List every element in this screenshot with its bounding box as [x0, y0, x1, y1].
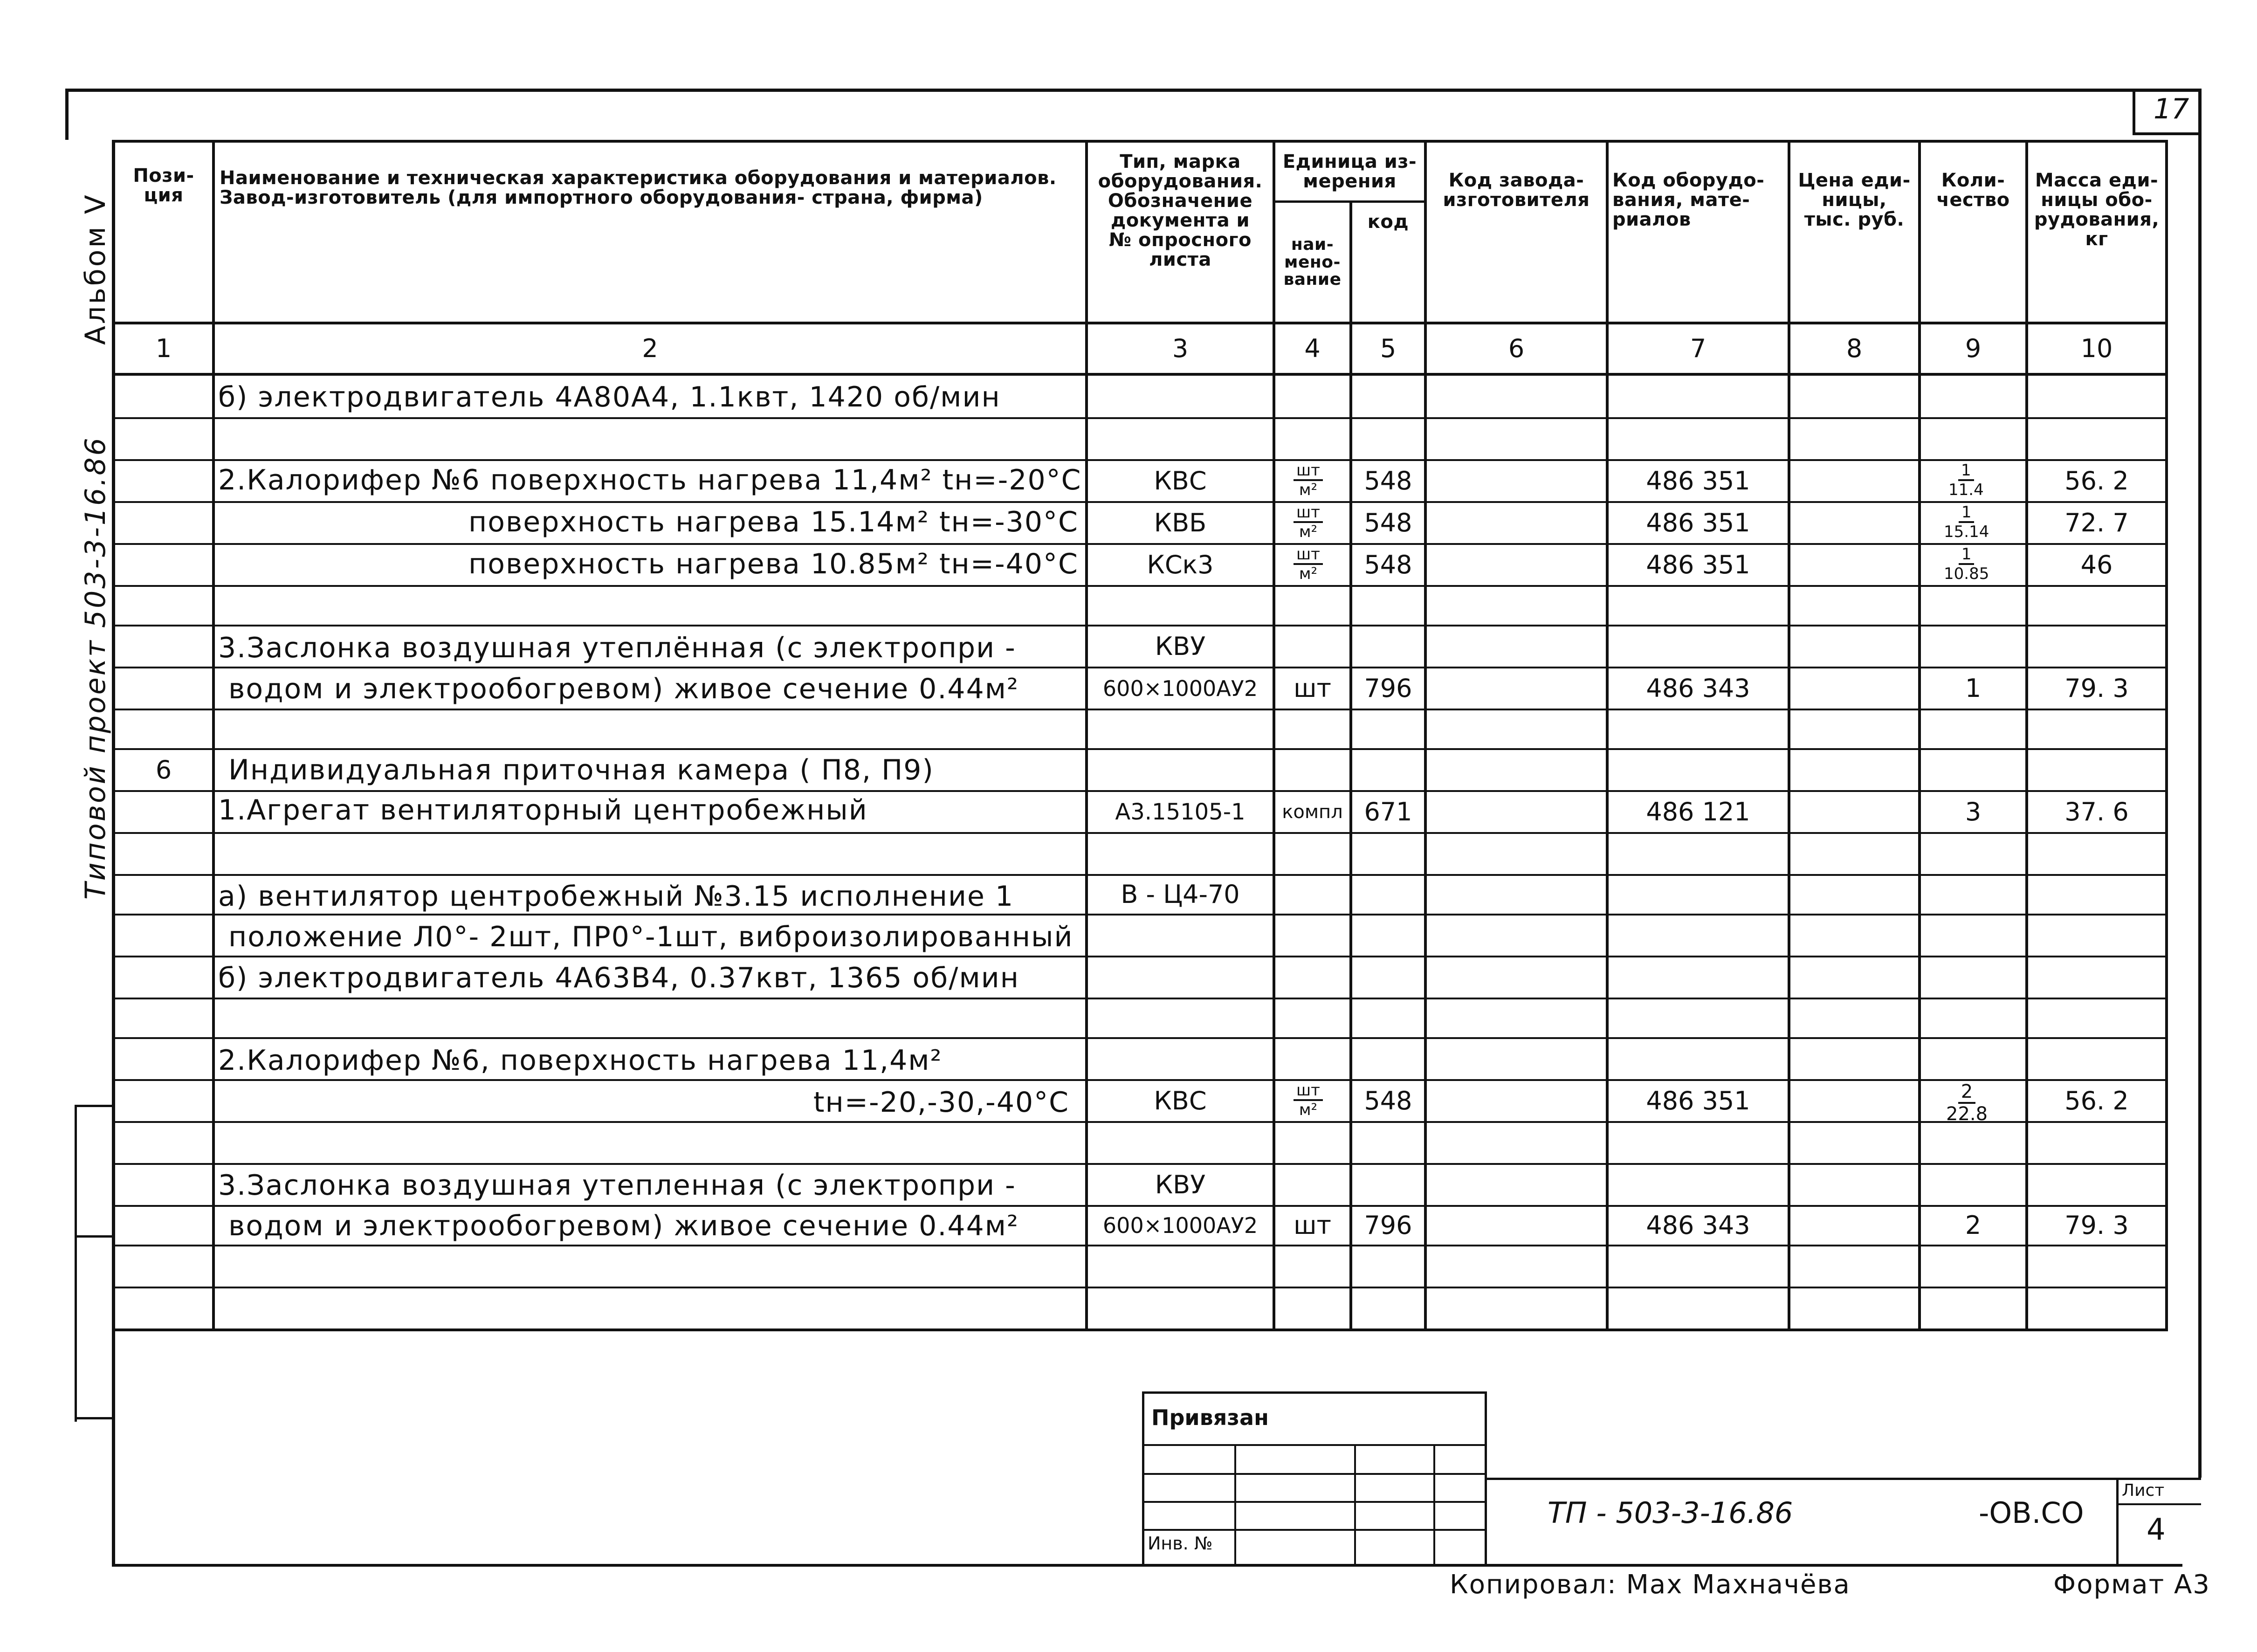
row-equipment-code: 486 351: [1646, 550, 1750, 579]
row-name: водом и электрообогревом) живое сечение 0.44м²: [228, 673, 1019, 705]
header-equipment-code: Код оборудо- вания, мате- риалов: [1612, 170, 1765, 230]
row-unit-code: 671: [1364, 797, 1412, 826]
row-quantity: 2: [1965, 1211, 1982, 1240]
row-mass: 37. 6: [2064, 797, 2129, 826]
header-unit-group: Единица из- мерения: [1282, 151, 1417, 192]
row-equipment-code: 486 343: [1646, 1211, 1750, 1240]
stamp-doc-suffix: -ОВ.СО: [1979, 1496, 2084, 1530]
row-qty-fraction: [1944, 504, 1989, 540]
col-number-8: 8: [1846, 333, 1863, 363]
row-unit: шт: [1294, 1211, 1331, 1240]
row-name: поверхность нагрева 10.85м² tн=-40°С: [468, 548, 1079, 580]
col-number-2: 2: [642, 333, 658, 363]
row-name: а) вентилятор центробежный №3.15 исполнение 1: [218, 880, 1014, 913]
col-number-7: 7: [1690, 333, 1707, 363]
unit-denominator: м²: [1299, 1101, 1318, 1119]
row-name: б) электродвигатель 4А80А4, 1.1квт, 1420 об/мин: [218, 381, 1001, 413]
row-type: А3.15105-1: [1115, 798, 1245, 825]
row-quantity: 3: [1965, 797, 1982, 826]
qty-numerator: 2: [1958, 1082, 1975, 1104]
row-qty-fraction: [1944, 546, 1989, 582]
row-mass: 79. 3: [2064, 673, 2129, 703]
row-qty-fraction: [1948, 462, 1984, 498]
row-name: б) электродвигатель 4А63В4, 0.37квт, 1365 об/мин: [218, 962, 1019, 994]
row-name: 3.Заслонка воздушная утепленная (с электропри -: [218, 1169, 1016, 1202]
header-unit-name: наи- мено- вание: [1283, 234, 1342, 289]
unit-numerator: шт: [1294, 546, 1323, 565]
row-unit-code: 796: [1364, 673, 1412, 703]
row-equipment-code: 486 121: [1646, 797, 1750, 826]
row-equipment-code: 486 343: [1646, 673, 1750, 703]
side-album-label: Альбом V: [79, 193, 112, 345]
row-unit-fraction: [1294, 462, 1323, 498]
stamp-privyazan: Привязан: [1151, 1405, 1269, 1430]
col-number-5: 5: [1380, 333, 1397, 363]
row-name: tн=-20,-30,-40°С: [813, 1086, 1070, 1119]
stamp-doc-code: ТП - 503-3-16.86: [1548, 1496, 1793, 1530]
row-name: 1.Агрегат вентиляторный центробежный: [218, 794, 868, 826]
row-name: положение Л0°- 2шт, ПР0°-1шт, виброизолированный: [228, 921, 1073, 953]
qty-numerator: 1: [1958, 462, 1974, 481]
row-unit-fraction: [1294, 504, 1323, 540]
unit-denominator: м²: [1299, 523, 1318, 541]
row-type: КВУ: [1155, 631, 1206, 661]
col-number-6: 6: [1508, 333, 1525, 363]
sheet-corner-number: 17: [2154, 93, 2189, 125]
side-project-label: Типовой проект 503-3-16.86: [79, 436, 112, 900]
unit-denominator: м²: [1299, 481, 1318, 499]
row-position: 6: [155, 755, 172, 785]
row-type: 600×1000АУ2: [1102, 1213, 1258, 1239]
row-unit-fraction: [1294, 1082, 1323, 1118]
row-unit-fraction: [1294, 546, 1323, 582]
header-mass: Масса еди- ницы обо- рудования, кг: [2034, 170, 2160, 250]
qty-denominator: 10.85: [1944, 564, 1989, 583]
row-type: КВС: [1154, 1086, 1207, 1115]
row-unit: компл: [1282, 801, 1343, 823]
row-mass: 56. 2: [2064, 1086, 2129, 1115]
row-unit-code: 548: [1364, 550, 1412, 579]
row-name: водом и электрообогревом) живое сечение 0.44м²: [228, 1210, 1019, 1242]
row-name: 2.Калорифер №6, поверхность нагрева 11,4м²: [218, 1044, 943, 1077]
qty-denominator: 22.8: [1946, 1103, 1988, 1125]
qty-denominator: 11.4: [1948, 481, 1984, 499]
row-type: В - Ц4-70: [1121, 880, 1240, 909]
row-type: 600×1000АУ2: [1102, 675, 1258, 701]
qty-numerator: 1: [1959, 504, 1975, 523]
row-mass: 72. 7: [2064, 508, 2129, 537]
row-type: КСк3: [1147, 550, 1214, 579]
row-type: КВБ: [1154, 508, 1207, 537]
stamp-sheet-label: Лист: [2122, 1481, 2165, 1500]
qty-numerator: 1: [1959, 546, 1975, 565]
header-name: Наименование и техническая характеристика оборудования и материалов. Завод-изготовитель (для импортного оборудования- страна, фирма): [220, 167, 1057, 208]
row-equipment-code: 486 351: [1646, 508, 1750, 537]
row-type: КВС: [1154, 466, 1207, 496]
row-quantity: 1: [1965, 673, 1982, 703]
row-name: поверхность нагрева 15.14м² tн=-30°С: [468, 506, 1079, 538]
unit-numerator: шт: [1294, 1082, 1323, 1101]
row-type: КВУ: [1155, 1170, 1206, 1199]
header-type: Тип, марка оборудования. Обозначение документа и № опросного листа: [1098, 151, 1263, 270]
unit-numerator: шт: [1294, 504, 1323, 523]
row-unit-code: 548: [1364, 1086, 1412, 1115]
stamp-inv-number: Инв. №: [1148, 1533, 1213, 1554]
row-unit-code: 796: [1364, 1211, 1412, 1240]
col-number-3: 3: [1172, 333, 1189, 363]
col-number-9: 9: [1965, 333, 1982, 363]
stamp-sheet-number: 4: [2147, 1513, 2166, 1547]
col-number-4: 4: [1304, 333, 1321, 363]
row-unit-code: 548: [1364, 508, 1412, 537]
row-qty-fraction: [1946, 1082, 1988, 1123]
qty-denominator: 15.14: [1944, 523, 1989, 541]
row-name: 2.Калорифер №6 поверхность нагрева 11,4м² tн=-20°С: [218, 464, 1082, 496]
row-name: 3.Заслонка воздушная утеплённая (с электропри -: [218, 632, 1016, 664]
row-unit: шт: [1294, 673, 1331, 703]
row-mass: 79. 3: [2064, 1211, 2129, 1240]
unit-numerator: шт: [1294, 462, 1323, 481]
row-equipment-code: 486 351: [1646, 1086, 1750, 1115]
row-mass: 56. 2: [2064, 466, 2129, 496]
header-factory-code: Код завода- изготовителя: [1443, 170, 1590, 211]
row-mass: 46: [2080, 550, 2113, 579]
header-unit-code: код: [1367, 211, 1409, 233]
footer-copied-by: Копировал: Мах Махначёва: [1450, 1569, 1851, 1600]
header-quantity: Коли- чество: [1936, 170, 2010, 211]
row-name: Индивидуальная приточная камера ( П8, П9): [228, 754, 934, 786]
footer-format: Формат А3: [2053, 1569, 2210, 1600]
col-number-10: 10: [2080, 333, 2113, 363]
header-price: Цена еди- ницы, тыс. руб.: [1798, 170, 1911, 230]
row-unit-code: 548: [1364, 466, 1412, 496]
col-number-1: 1: [155, 333, 172, 363]
unit-denominator: м²: [1299, 564, 1318, 583]
header-position: Пози- ция: [133, 165, 194, 206]
row-equipment-code: 486 351: [1646, 466, 1750, 496]
